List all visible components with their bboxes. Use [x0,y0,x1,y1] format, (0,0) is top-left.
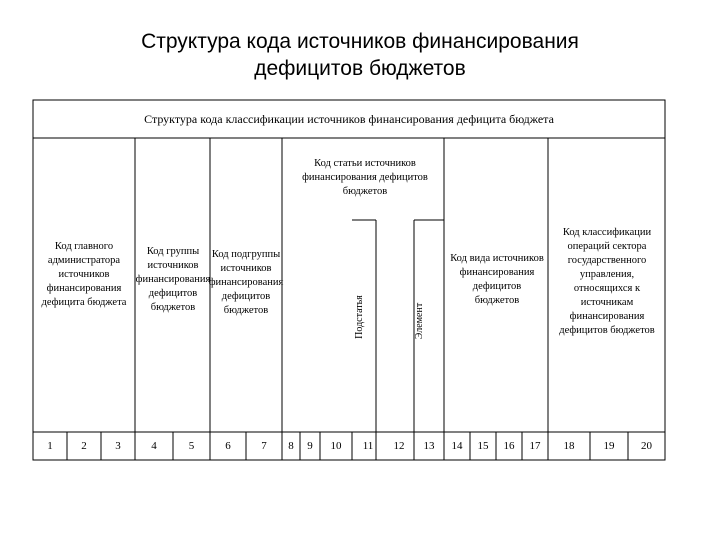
col-number: 6 [225,440,231,452]
col-group-code: Код группы источников финансирования дефицитов бюджетов [135,246,211,313]
col-element: Элемент [414,302,425,340]
col-number: 7 [261,440,267,452]
col-vid-code: Код вида источников финансирования дефицитов бюджетов [450,253,544,306]
col-number: 11 [362,440,374,452]
col-number: 20 [641,440,652,452]
col-substatya: Подстатья [354,295,365,339]
col-subgroup-code: Код подгруппы источников финансирования дефицитов бюджетов [208,248,284,316]
col-number: 9 [307,440,313,452]
col-admin-code: Код главного администратора источников финансирования дефицита бюджета [41,241,127,308]
col-kosgu-code: Код классификации операций сектора государственного управления, относящихся к источникам финансирования дефицитов бюджетов [559,227,655,336]
col-number: 4 [151,440,157,452]
col-number: 16 [503,440,515,452]
title-line-2: дефицитов бюджетов [254,57,466,80]
col-number: 8 [288,440,294,452]
col-number: 18 [563,440,575,452]
col-number: 12 [393,440,405,452]
col-number: 3 [115,440,121,452]
col-number: 5 [188,440,195,452]
table-header: Структура кода классификации источников финансирования дефицита бюджета [144,112,554,126]
col-number: 10 [330,440,342,452]
col-article-code: Код статьи источников финансирования дефицитов бюджетов [302,158,428,197]
col-number: 14 [451,440,463,452]
col-number: 15 [477,440,489,452]
col-number: 2 [81,440,87,452]
col-number: 13 [423,440,435,452]
title-line-1: Структура кода источников финансирования [141,30,579,53]
col-number: 19 [603,440,615,452]
col-number: 17 [529,440,541,452]
col-number: 1 [47,440,53,452]
